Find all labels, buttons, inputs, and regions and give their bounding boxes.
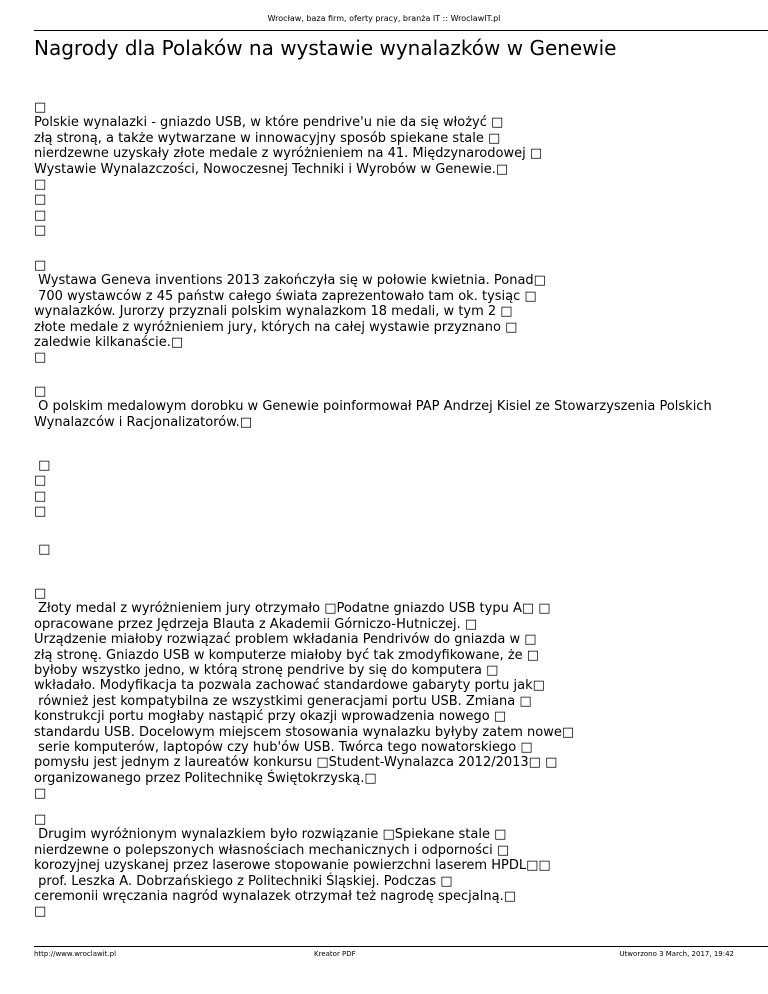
text-line: konstrukcji portu mogłaby nastąpić przy okazji wprowadzenia nowego □	[34, 709, 507, 725]
text-line: □	[34, 586, 47, 601]
text-line: 700 wystawców z 45 państw całego świata zaprezentowało tam ok. tysiąc □	[34, 288, 537, 304]
text-line: □	[34, 786, 47, 802]
text-line: □	[34, 223, 47, 239]
footer-divider	[34, 946, 768, 947]
paragraph	[34, 586, 574, 802]
text-line: Wystawie Wynalazczości, Nowoczesnej Techniki i Wyrobów w Genewie.□	[34, 161, 509, 177]
text-line: Drugim wyróżnionym wynalazkiem było rozwiązanie □Spiekane stale □	[34, 827, 507, 843]
text-line: Urządzenie miałoby rozwiązać problem wkładania Pendrivów do gniazda w □	[34, 632, 537, 648]
text-line: □	[34, 258, 47, 273]
paragraph	[34, 384, 712, 430]
text-line: □	[34, 542, 51, 557]
text-line: standardu USB. Docelowym miejscem stosowania wynalazku byłyby zatem nowe□	[34, 724, 575, 740]
text-line: również jest kompatybilna ze wszystkimi generacjami portu USB. Zmiana □	[34, 693, 532, 709]
text-line: ceremonii wręczania nagród wynalazek otrzymał też nagrodę specjalną.□	[34, 889, 516, 905]
page-header: Wrocław, baza firm, oferty pracy, branża IT :: WroclawIT.pl	[267, 14, 501, 23]
text-line: nierdzewne o polepszonych własnościach mechanicznych i odporności □	[34, 842, 510, 858]
text-line: Wystawa Geneva inventions 2013 zakończyła się w połowie kwietnia. Ponad□	[34, 273, 546, 289]
text-line: □	[34, 812, 47, 827]
text-line: Złoty medal z wyróżnieniem jury otrzymało □Podatne gniazdo USB typu A□ □	[34, 601, 551, 617]
text-line: opracowane przez Jędrzeja Blauta z Akademii Górniczo-Hutniczej. □	[34, 616, 478, 632]
text-line: organizowanego przez Politechnikę Świętokrzyską.□	[34, 770, 377, 786]
text-line: Wynalazców i Racjonalizatorów.□	[34, 414, 253, 430]
paragraph	[34, 812, 551, 920]
paragraph	[34, 100, 542, 239]
text-line: □	[34, 488, 47, 504]
text-line: zaledwie kilkanaście.□	[34, 335, 184, 351]
text-line: nierdzewne uzyskały złote medale z wyróżnieniem na 41. Międzynarodowej □	[34, 146, 543, 162]
text-line: złą stroną, a także wytwarzane w innowacyjny sposób spiekane stale □	[34, 130, 501, 146]
article-title: Nagrody dla Polaków na wystawie wynalazków w Genewie	[34, 36, 617, 60]
text-line: □	[34, 177, 47, 193]
paragraph	[34, 542, 50, 557]
text-line: Polskie wynalazki - gniazdo USB, w które pendrive'u nie da się włożyć □	[34, 115, 504, 131]
paragraph	[34, 458, 50, 520]
text-line: O polskim medalowym dorobku w Genewie poinformował PAP Andrzej Kisiel ze Stowarzyszenia Polskich	[34, 399, 712, 415]
text-line: □	[34, 207, 47, 223]
text-line: prof. Leszka A. Dobrzańskiego z Politechniki Śląskiej. Podczas □	[34, 873, 453, 889]
text-line: wynalazków. Jurorzy przyznali polskim wynalazkom 18 medali, w tym 2 □	[34, 304, 513, 320]
footer-generator: Kreator PDF	[314, 950, 356, 958]
text-line: pomysłu jest jednym z laureatów konkursu □Student-Wynalazca 2012/2013□ □	[34, 755, 558, 771]
text-line: □	[34, 100, 47, 115]
text-line: □	[34, 458, 51, 473]
text-line: □	[34, 350, 47, 366]
title-divider	[34, 30, 768, 31]
text-line: □	[34, 384, 47, 399]
text-line: złote medale z wyróżnieniem jury, których na całej wystawie przyznano □	[34, 319, 518, 335]
paragraph	[34, 258, 546, 366]
text-line: serie komputerów, laptopów czy hub'ów USB. Twórca tego nowatorskiego □	[34, 740, 533, 756]
text-line: byłoby wszystko jedno, w którą stronę pendrive by się do komputera □	[34, 663, 499, 679]
footer-created: Utworzono 3 March, 2017, 19:42	[619, 950, 734, 958]
text-line: złą stronę. Gniazdo USB w komputerze miałoby być tak zmodyfikowane, że □	[34, 647, 540, 663]
text-line: □	[34, 192, 47, 208]
text-line: □	[34, 904, 47, 920]
text-line: □	[34, 473, 47, 489]
text-line: wkładało. Modyfikacja ta pozwala zachować standardowe gabaryty portu jak□	[34, 678, 545, 694]
text-line: □	[34, 504, 47, 520]
footer-url: http://www.wroclawit.pl	[34, 950, 117, 958]
text-line: korozyjnej uzyskanej przez laserowe stopowanie powierzchni laserem HPDL□□	[34, 858, 551, 874]
